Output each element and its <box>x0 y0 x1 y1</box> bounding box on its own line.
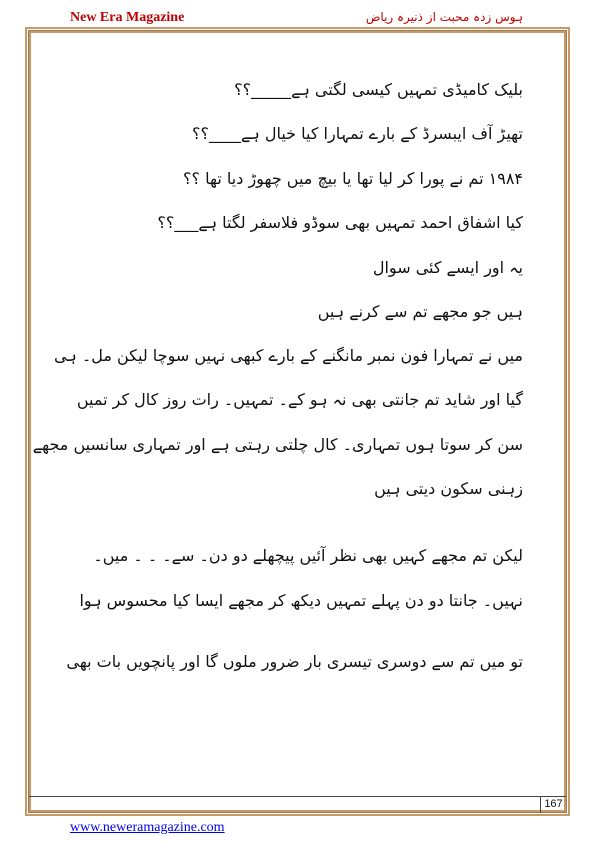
text-line: ہیں جو مجھے تم سے کرنے ہیں <box>317 302 523 321</box>
text-line: تھیڑ آف ایبسرڈ کے بارے تمہارا کیا خیال ہے____؟؟ <box>192 124 523 143</box>
page-number-rule <box>29 796 566 797</box>
text-line: تو میں تم سے دوسری تیسری بار ضرور ملوں گا اور پانچویں بات بھی <box>66 652 523 671</box>
text-line: یہ اور ایسے کئی سوال <box>372 258 523 277</box>
text-line: بلیک کامیڈی تمہیں کیسی لگتی ہے_____؟؟ <box>234 80 523 99</box>
magazine-name: New Era Magazine <box>70 10 185 25</box>
text-line: گیا اور شاید تم جانتی بھی نہ ہو کے۔ تمہیں۔ رات روز کال کر تمیں <box>76 390 523 409</box>
website-link[interactable]: www.neweramagazine.com <box>70 820 225 835</box>
text-line: سن کر سوتا ہوں تمہاری۔ کال چلتی رہتی ہے اور تمہاری سانسیں مجھے <box>32 435 523 454</box>
text-line: نہیں۔ جانتا دو دن پہلے تمہیں دیکھ کر مجھے ایسا کیا محسوس ہوا <box>79 591 523 610</box>
text-line: میں نے تمہارا فون نمبر مانگنے کے بارے کبھی نہیں سوچا لیکن مل۔ ہی <box>54 346 523 365</box>
page-frame <box>25 27 570 816</box>
page-number: 167 <box>540 796 566 813</box>
text-line: زہنی سکون دیتی ہیں <box>374 479 523 498</box>
text-line: کیا اشفاق احمد تمہیں بھی سوڈو فلاسفر لگتا ہے___؟؟ <box>157 213 523 232</box>
text-line: لیکن تم مجھے کہیں بھی نظر آئیں پیچھلے دو دن۔ سے۔ ۔ ۔ میں۔ <box>93 546 523 565</box>
text-line: ۱۹۸۴ تم نے پورا کر لیا تھا یا بیچ میں چھوڑ دیا تھا ؟؟ <box>183 169 523 188</box>
book-title: ہوس زدہ محبت از ذنیرہ ریاض <box>365 10 523 24</box>
